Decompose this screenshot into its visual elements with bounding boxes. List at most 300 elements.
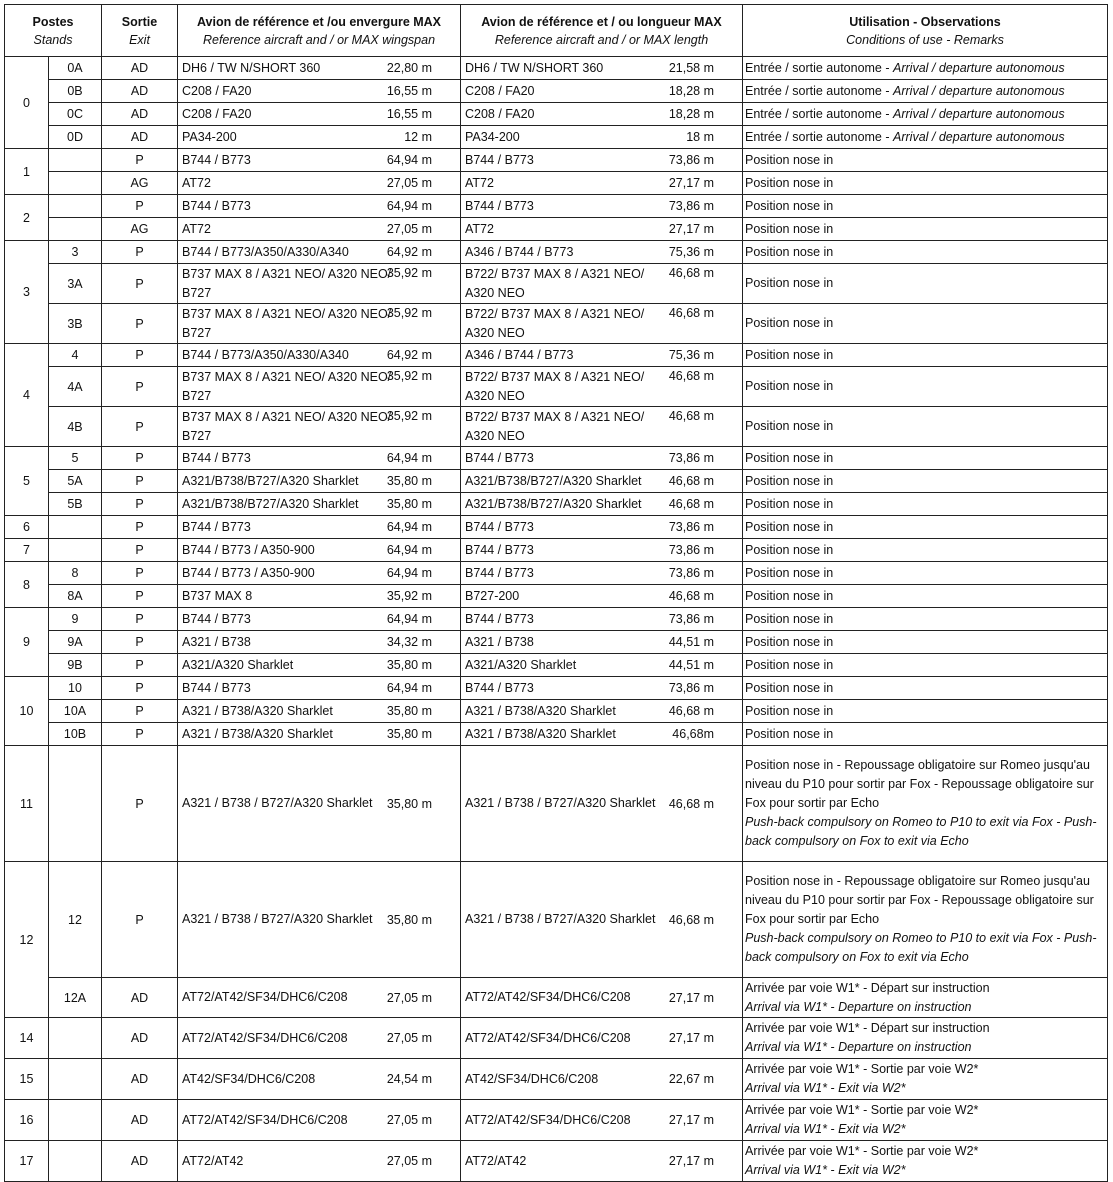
wingspan-aircraft: PA34-200 xyxy=(182,129,237,144)
wingspan-value: 35,80 m xyxy=(386,474,432,488)
remarks-en: Push-back compulsory on Romeo to P10 to exit via Fox - Push-back compulsory on Fox to exit via Echo xyxy=(745,815,1097,848)
table-row xyxy=(5,264,1108,304)
header-stand-en: Stands xyxy=(33,32,73,47)
remarks-en: Arrival via W1* - Departure on instruction xyxy=(745,999,972,1014)
remarks-fr: Position nose in - Repoussage obligatoire sur Romeo jusqu'au niveau du P10 pour sortir par Fox - Repoussage obligatoire sur Fox pour sortir par Echo xyxy=(745,758,1094,810)
table-row xyxy=(5,723,1108,746)
remarks-fr: Position nose in xyxy=(745,726,834,741)
sub-stand xyxy=(49,1018,102,1059)
remarks-cell xyxy=(743,631,1108,654)
table-row xyxy=(5,447,1108,470)
remarks-cell xyxy=(743,344,1108,367)
length-cell xyxy=(461,241,743,264)
wingspan-cell xyxy=(178,264,461,304)
remarks-cell xyxy=(743,585,1108,608)
exit-code: AD xyxy=(102,80,178,103)
exit-code: AD xyxy=(102,1100,178,1141)
wingspan-cell xyxy=(178,1141,461,1182)
wingspan-value: 35,80 m xyxy=(386,912,432,927)
sub-stand xyxy=(49,172,102,195)
wingspan-cell xyxy=(178,195,461,218)
header-exit xyxy=(102,5,178,57)
remarks-en: Arrival / departure autonomous xyxy=(893,106,1065,121)
wingspan-value: 35,80 m xyxy=(386,796,432,811)
length-value: 18,28 m xyxy=(668,84,714,98)
stand-number: 11 xyxy=(5,746,49,862)
sub-stand xyxy=(49,1141,102,1182)
remarks-fr: Position nose in xyxy=(745,519,834,534)
length-value: 75,36 m xyxy=(668,348,714,362)
remarks-cell xyxy=(743,1018,1108,1059)
length-cell xyxy=(461,746,743,862)
length-value: 27,17 m xyxy=(668,990,714,1005)
remarks-fr: Entrée / sortie autonome - xyxy=(745,60,893,75)
remarks-cell xyxy=(743,539,1108,562)
sub-stand: 4 xyxy=(49,344,102,367)
remarks-cell xyxy=(743,862,1108,978)
table-row xyxy=(5,172,1108,195)
wingspan-aircraft: AT72/AT42/SF34/DHC6/C208 xyxy=(182,1112,348,1127)
table-header xyxy=(5,5,1108,57)
length-cell xyxy=(461,195,743,218)
length-value: 22,67 m xyxy=(668,1072,714,1086)
table-row xyxy=(5,1018,1108,1059)
sub-stand xyxy=(49,195,102,218)
length-aircraft: PA34-200 xyxy=(465,129,520,144)
wingspan-aircraft: B744 / B773 xyxy=(182,450,251,465)
wingspan-value: 64,94 m xyxy=(386,520,432,534)
wingspan-cell xyxy=(178,539,461,562)
length-value: 73,86 m xyxy=(668,681,714,695)
length-value: 18 m xyxy=(686,130,714,144)
length-cell xyxy=(461,493,743,516)
remarks-fr: Position nose in xyxy=(745,611,834,626)
sub-stand: 3A xyxy=(49,264,102,304)
wingspan-cell xyxy=(178,218,461,241)
exit-code: P xyxy=(102,562,178,585)
length-aircraft: B722/ B737 MAX 8 / A321 NEO/ A320 NEO xyxy=(465,409,645,443)
header-exit-en: Exit xyxy=(129,32,150,47)
length-value: 27,17 m xyxy=(668,1113,714,1127)
header-wingspan xyxy=(178,5,461,57)
table-row xyxy=(5,516,1108,539)
header-length-en: Reference aircraft and / or MAX length xyxy=(494,32,709,47)
wingspan-cell xyxy=(178,57,461,80)
length-aircraft: B722/ B737 MAX 8 / A321 NEO/ A320 NEO xyxy=(465,266,645,300)
wingspan-aircraft: DH6 / TW N/SHORT 360 xyxy=(182,60,321,75)
length-aircraft: AT72 xyxy=(465,175,494,190)
wingspan-aircraft: A321/B738/B727/A320 Sharklet xyxy=(182,496,359,511)
wingspan-cell xyxy=(178,608,461,631)
exit-code: AD xyxy=(102,978,178,1018)
wingspan-aircraft: AT42/SF34/DHC6/C208 xyxy=(182,1071,316,1086)
length-value: 27,17 m xyxy=(668,1031,714,1045)
table-row xyxy=(5,562,1108,585)
length-aircraft: B744 / B773 xyxy=(465,611,534,626)
sub-stand xyxy=(49,218,102,241)
wingspan-value: 12 m xyxy=(404,130,432,144)
length-cell xyxy=(461,677,743,700)
length-value: 73,86 m xyxy=(668,612,714,626)
remarks-fr: Arrivée par voie W1* - Départ sur instruction xyxy=(745,980,990,995)
length-value: 46,68 m xyxy=(668,497,714,511)
length-value: 46,68 m xyxy=(668,796,714,811)
remarks-fr: Position nose in xyxy=(745,588,834,603)
length-cell xyxy=(461,978,743,1018)
length-aircraft: A321/A320 Sharklet xyxy=(465,657,577,672)
stand-number: 5 xyxy=(5,447,49,516)
sub-stand: 0B xyxy=(49,80,102,103)
table-row xyxy=(5,80,1108,103)
remarks-fr: Position nose in xyxy=(745,244,834,259)
length-aircraft: AT72/AT42 xyxy=(465,1153,527,1168)
length-cell xyxy=(461,80,743,103)
length-cell xyxy=(461,1141,743,1182)
remarks-en: Push-back compulsory on Romeo to P10 to exit via Fox - Push-back compulsory on Fox to exit via Echo xyxy=(745,931,1097,964)
remarks-fr: Position nose in xyxy=(745,316,834,330)
exit-code: P xyxy=(102,447,178,470)
wingspan-cell xyxy=(178,700,461,723)
wingspan-cell xyxy=(178,470,461,493)
exit-code: P xyxy=(102,264,178,304)
wingspan-value: 64,94 m xyxy=(386,153,432,167)
wingspan-aircraft: A321/B738/B727/A320 Sharklet xyxy=(182,473,359,488)
wingspan-value: 22,80 m xyxy=(386,61,432,75)
length-aircraft: B744 / B773 xyxy=(465,542,534,557)
remarks-fr: Entrée / sortie autonome - xyxy=(745,106,893,121)
table-row xyxy=(5,585,1108,608)
wingspan-aircraft: B737 MAX 8 / A321 NEO/ A320 NEO/ B727 xyxy=(182,266,392,300)
wingspan-aircraft: A321 / B738/A320 Sharklet xyxy=(182,703,333,718)
remarks-cell xyxy=(743,654,1108,677)
wingspan-cell xyxy=(178,654,461,677)
exit-code: P xyxy=(102,723,178,746)
exit-code: AD xyxy=(102,103,178,126)
remarks-fr: Arrivée par voie W1* - Départ sur instruction xyxy=(745,1021,990,1035)
table-row xyxy=(5,654,1108,677)
wingspan-cell xyxy=(178,367,461,407)
stand-number: 1 xyxy=(5,149,49,195)
sub-stand: 10 xyxy=(49,677,102,700)
remarks-cell xyxy=(743,195,1108,218)
exit-code: P xyxy=(102,746,178,862)
wingspan-value: 64,92 m xyxy=(386,245,432,259)
length-aircraft: B722/ B737 MAX 8 / A321 NEO/ A320 NEO xyxy=(465,306,645,340)
length-value: 27,17 m xyxy=(668,1154,714,1168)
wingspan-value: 24,54 m xyxy=(386,1072,432,1086)
sub-stand: 9 xyxy=(49,608,102,631)
exit-code: P xyxy=(102,585,178,608)
remarks-en: Arrival via W1* - Exit via W2* xyxy=(745,1163,906,1177)
length-aircraft: A321/B738/B727/A320 Sharklet xyxy=(465,496,642,511)
length-cell xyxy=(461,1100,743,1141)
wingspan-aircraft: AT72/AT42/SF34/DHC6/C208 xyxy=(182,1030,348,1045)
table-row xyxy=(5,344,1108,367)
table-row xyxy=(5,304,1108,344)
length-cell xyxy=(461,149,743,172)
exit-code: AG xyxy=(102,172,178,195)
remarks-fr: Entrée / sortie autonome - xyxy=(745,129,893,144)
remarks-cell xyxy=(743,264,1108,304)
length-aircraft: AT72/AT42/SF34/DHC6/C208 xyxy=(465,990,631,1004)
wingspan-cell xyxy=(178,585,461,608)
remarks-fr: Position nose in xyxy=(745,703,834,718)
length-cell xyxy=(461,103,743,126)
wingspan-cell xyxy=(178,304,461,344)
length-cell xyxy=(461,700,743,723)
length-aircraft: B744 / B773 xyxy=(465,565,534,580)
stand-number: 12 xyxy=(5,862,49,1018)
length-aircraft: B722/ B737 MAX 8 / A321 NEO/ A320 NEO xyxy=(465,369,645,403)
wingspan-value: 27,05 m xyxy=(386,990,432,1005)
length-cell xyxy=(461,1018,743,1059)
wingspan-cell xyxy=(178,149,461,172)
wingspan-aircraft: B744 / B773 xyxy=(182,152,251,167)
sub-stand: 4A xyxy=(49,367,102,407)
length-value: 75,36 m xyxy=(668,245,714,259)
length-cell xyxy=(461,608,743,631)
remarks-cell xyxy=(743,149,1108,172)
stand-number: 17 xyxy=(5,1141,49,1182)
length-value: 21,58 m xyxy=(668,61,714,75)
remarks-cell xyxy=(743,172,1108,195)
length-cell xyxy=(461,723,743,746)
wingspan-aircraft: A321 / B738 / B727/A320 Sharklet xyxy=(182,912,373,926)
table-row xyxy=(5,862,1108,978)
wingspan-value: 16,55 m xyxy=(386,107,432,121)
length-cell xyxy=(461,470,743,493)
exit-code: AD xyxy=(102,126,178,149)
wingspan-value: 34,32 m xyxy=(386,635,432,649)
table-row xyxy=(5,241,1108,264)
table-row xyxy=(5,700,1108,723)
remarks-cell xyxy=(743,367,1108,407)
wingspan-cell xyxy=(178,103,461,126)
wingspan-cell xyxy=(178,241,461,264)
sub-stand: 9A xyxy=(49,631,102,654)
wingspan-aircraft: B744 / B773 xyxy=(182,680,251,695)
wingspan-value: 27,05 m xyxy=(386,1113,432,1127)
sub-stand: 12 xyxy=(49,862,102,978)
length-value: 46,68m xyxy=(672,727,714,741)
table-row xyxy=(5,493,1108,516)
sub-stand xyxy=(49,516,102,539)
stand-number: 14 xyxy=(5,1018,49,1059)
exit-code: P xyxy=(102,149,178,172)
wingspan-value: 35,92 m xyxy=(386,409,432,423)
exit-code: P xyxy=(102,367,178,407)
wingspan-aircraft: B744 / B773 / A350-900 xyxy=(182,565,315,580)
remarks-en: Arrival / departure autonomous xyxy=(893,83,1065,98)
stand-number: 0 xyxy=(5,57,49,149)
exit-code: AD xyxy=(102,1018,178,1059)
wingspan-cell xyxy=(178,447,461,470)
wingspan-aircraft: AT72/AT42 xyxy=(182,1153,244,1168)
wingspan-aircraft: C208 / FA20 xyxy=(182,106,252,121)
wingspan-aircraft: AT72 xyxy=(182,175,211,190)
exit-code: P xyxy=(102,304,178,344)
table-body xyxy=(5,57,1108,1182)
remarks-cell xyxy=(743,407,1108,447)
remarks-cell xyxy=(743,470,1108,493)
wingspan-value: 27,05 m xyxy=(386,1031,432,1045)
length-cell xyxy=(461,367,743,407)
length-cell xyxy=(461,516,743,539)
remarks-fr: Arrivée par voie W1* - Sortie par voie W2* xyxy=(745,1103,979,1117)
wingspan-value: 64,94 m xyxy=(386,681,432,695)
stand-number: 4 xyxy=(5,344,49,447)
length-value: 73,86 m xyxy=(668,199,714,213)
exit-code: AD xyxy=(102,1141,178,1182)
remarks-cell xyxy=(743,304,1108,344)
remarks-fr: Position nose in xyxy=(745,565,834,580)
wingspan-value: 35,80 m xyxy=(386,727,432,741)
table-row xyxy=(5,978,1108,1018)
length-value: 73,86 m xyxy=(668,520,714,534)
length-value: 44,51 m xyxy=(668,658,714,672)
length-cell xyxy=(461,218,743,241)
remarks-fr: Position nose in - Repoussage obligatoire sur Romeo jusqu'au niveau du P10 pour sortir par Fox - Repoussage obligatoire sur Fox pour sortir par Echo xyxy=(745,874,1094,926)
wingspan-cell xyxy=(178,862,461,978)
table-row xyxy=(5,367,1108,407)
wingspan-cell xyxy=(178,516,461,539)
length-aircraft: AT72/AT42/SF34/DHC6/C208 xyxy=(465,1030,631,1045)
length-aircraft: A321 / B738 / B727/A320 Sharklet xyxy=(465,796,656,810)
length-cell xyxy=(461,304,743,344)
length-aircraft: B727-200 xyxy=(465,588,520,603)
table-row xyxy=(5,57,1108,80)
sub-stand: 0D xyxy=(49,126,102,149)
remarks-cell xyxy=(743,562,1108,585)
length-value: 46,68 m xyxy=(668,409,714,423)
length-value: 73,86 m xyxy=(668,451,714,465)
wingspan-aircraft: A321 / B738 / B727/A320 Sharklet xyxy=(182,796,373,810)
remarks-fr: Position nose in xyxy=(745,152,834,167)
wingspan-value: 64,94 m xyxy=(386,543,432,557)
length-aircraft: A346 / B744 / B773 xyxy=(465,347,574,362)
wingspan-value: 35,80 m xyxy=(386,497,432,511)
length-aircraft: AT42/SF34/DHC6/C208 xyxy=(465,1071,599,1086)
wingspan-cell xyxy=(178,746,461,862)
table-row xyxy=(5,407,1108,447)
header-length-fr: Avion de référence et / ou longueur MAX xyxy=(481,14,722,29)
remarks-cell xyxy=(743,103,1108,126)
remarks-en: Arrival via W1* - Departure on instruction xyxy=(745,1040,972,1054)
wingspan-aircraft: B744 / B773 xyxy=(182,611,251,626)
wingspan-aircraft: B737 MAX 8 xyxy=(182,588,253,603)
length-aircraft: B744 / B773 xyxy=(465,152,534,167)
length-aircraft: A321 / B738 / B727/A320 Sharklet xyxy=(465,912,656,926)
table-row xyxy=(5,746,1108,862)
stand-number: 16 xyxy=(5,1100,49,1141)
remarks-cell xyxy=(743,1100,1108,1141)
sub-stand: 10B xyxy=(49,723,102,746)
wingspan-cell xyxy=(178,723,461,746)
wingspan-aircraft: A321/A320 Sharklet xyxy=(182,657,294,672)
exit-code: P xyxy=(102,470,178,493)
wingspan-value: 64,94 m xyxy=(386,612,432,626)
table-row xyxy=(5,631,1108,654)
wingspan-cell xyxy=(178,631,461,654)
sub-stand: 8A xyxy=(49,585,102,608)
stand-number: 6 xyxy=(5,516,49,539)
remarks-fr: Position nose in xyxy=(745,657,834,672)
length-aircraft: A321 / B738 xyxy=(465,634,534,649)
length-value: 46,68 m xyxy=(668,912,714,927)
remarks-fr: Position nose in xyxy=(745,450,834,465)
wingspan-value: 35,80 m xyxy=(386,658,432,672)
length-aircraft: AT72 xyxy=(465,221,494,236)
sub-stand: 9B xyxy=(49,654,102,677)
exit-code: P xyxy=(102,241,178,264)
remarks-cell xyxy=(743,746,1108,862)
remarks-fr: Position nose in xyxy=(745,175,834,190)
wingspan-value: 64,92 m xyxy=(386,348,432,362)
remarks-en: Arrival / departure autonomous xyxy=(893,129,1065,144)
wingspan-aircraft: AT72/AT42/SF34/DHC6/C208 xyxy=(182,990,348,1004)
length-value: 18,28 m xyxy=(668,107,714,121)
remarks-fr: Position nose in xyxy=(745,198,834,213)
remarks-fr: Entrée / sortie autonome - xyxy=(745,83,893,98)
header-wingspan-fr: Avion de référence et /ou envergure MAX xyxy=(196,14,442,29)
remarks-fr: Position nose in xyxy=(745,347,834,362)
remarks-cell xyxy=(743,1141,1108,1182)
wingspan-aircraft: AT72 xyxy=(182,221,211,236)
length-aircraft: B744 / B773 xyxy=(465,519,534,534)
remarks-en: Arrival via W1* - Exit via W2* xyxy=(745,1081,906,1095)
exit-code: AD xyxy=(102,1059,178,1100)
remarks-cell xyxy=(743,126,1108,149)
remarks-cell xyxy=(743,700,1108,723)
sub-stand xyxy=(49,746,102,862)
wingspan-value: 64,94 m xyxy=(386,566,432,580)
sub-stand: 5B xyxy=(49,493,102,516)
length-value: 46,68 m xyxy=(668,266,714,280)
length-aircraft: B744 / B773 xyxy=(465,450,534,465)
length-value: 27,17 m xyxy=(668,176,714,190)
wingspan-value: 16,55 m xyxy=(386,84,432,98)
remarks-fr: Arrivée par voie W1* - Sortie par voie W2* xyxy=(745,1144,979,1158)
wingspan-aircraft: B737 MAX 8 / A321 NEO/ A320 NEO/ B727 xyxy=(182,306,392,340)
exit-code: P xyxy=(102,654,178,677)
length-aircraft: B744 / B773 xyxy=(465,680,534,695)
sub-stand: 3B xyxy=(49,304,102,344)
table-row xyxy=(5,149,1108,172)
table-row xyxy=(5,218,1108,241)
exit-code: P xyxy=(102,608,178,631)
length-aircraft: AT72/AT42/SF34/DHC6/C208 xyxy=(465,1112,631,1127)
header-remarks xyxy=(743,5,1108,57)
length-value: 73,86 m xyxy=(668,153,714,167)
stand-number: 2 xyxy=(5,195,49,241)
wingspan-value: 35,92 m xyxy=(386,266,432,280)
sub-stand: 0A xyxy=(49,57,102,80)
remarks-cell xyxy=(743,218,1108,241)
length-aircraft: C208 / FA20 xyxy=(465,106,535,121)
length-value: 46,68 m xyxy=(668,474,714,488)
wingspan-cell xyxy=(178,126,461,149)
sub-stand: 5A xyxy=(49,470,102,493)
length-cell xyxy=(461,562,743,585)
remarks-cell xyxy=(743,677,1108,700)
wingspan-aircraft: B744 / B773 / A350-900 xyxy=(182,542,315,557)
wingspan-value: 35,92 m xyxy=(386,306,432,320)
length-value: 46,68 m xyxy=(668,306,714,320)
remarks-cell xyxy=(743,608,1108,631)
wingspan-cell xyxy=(178,978,461,1018)
remarks-fr: Position nose in xyxy=(745,276,834,290)
table-row xyxy=(5,1141,1108,1182)
